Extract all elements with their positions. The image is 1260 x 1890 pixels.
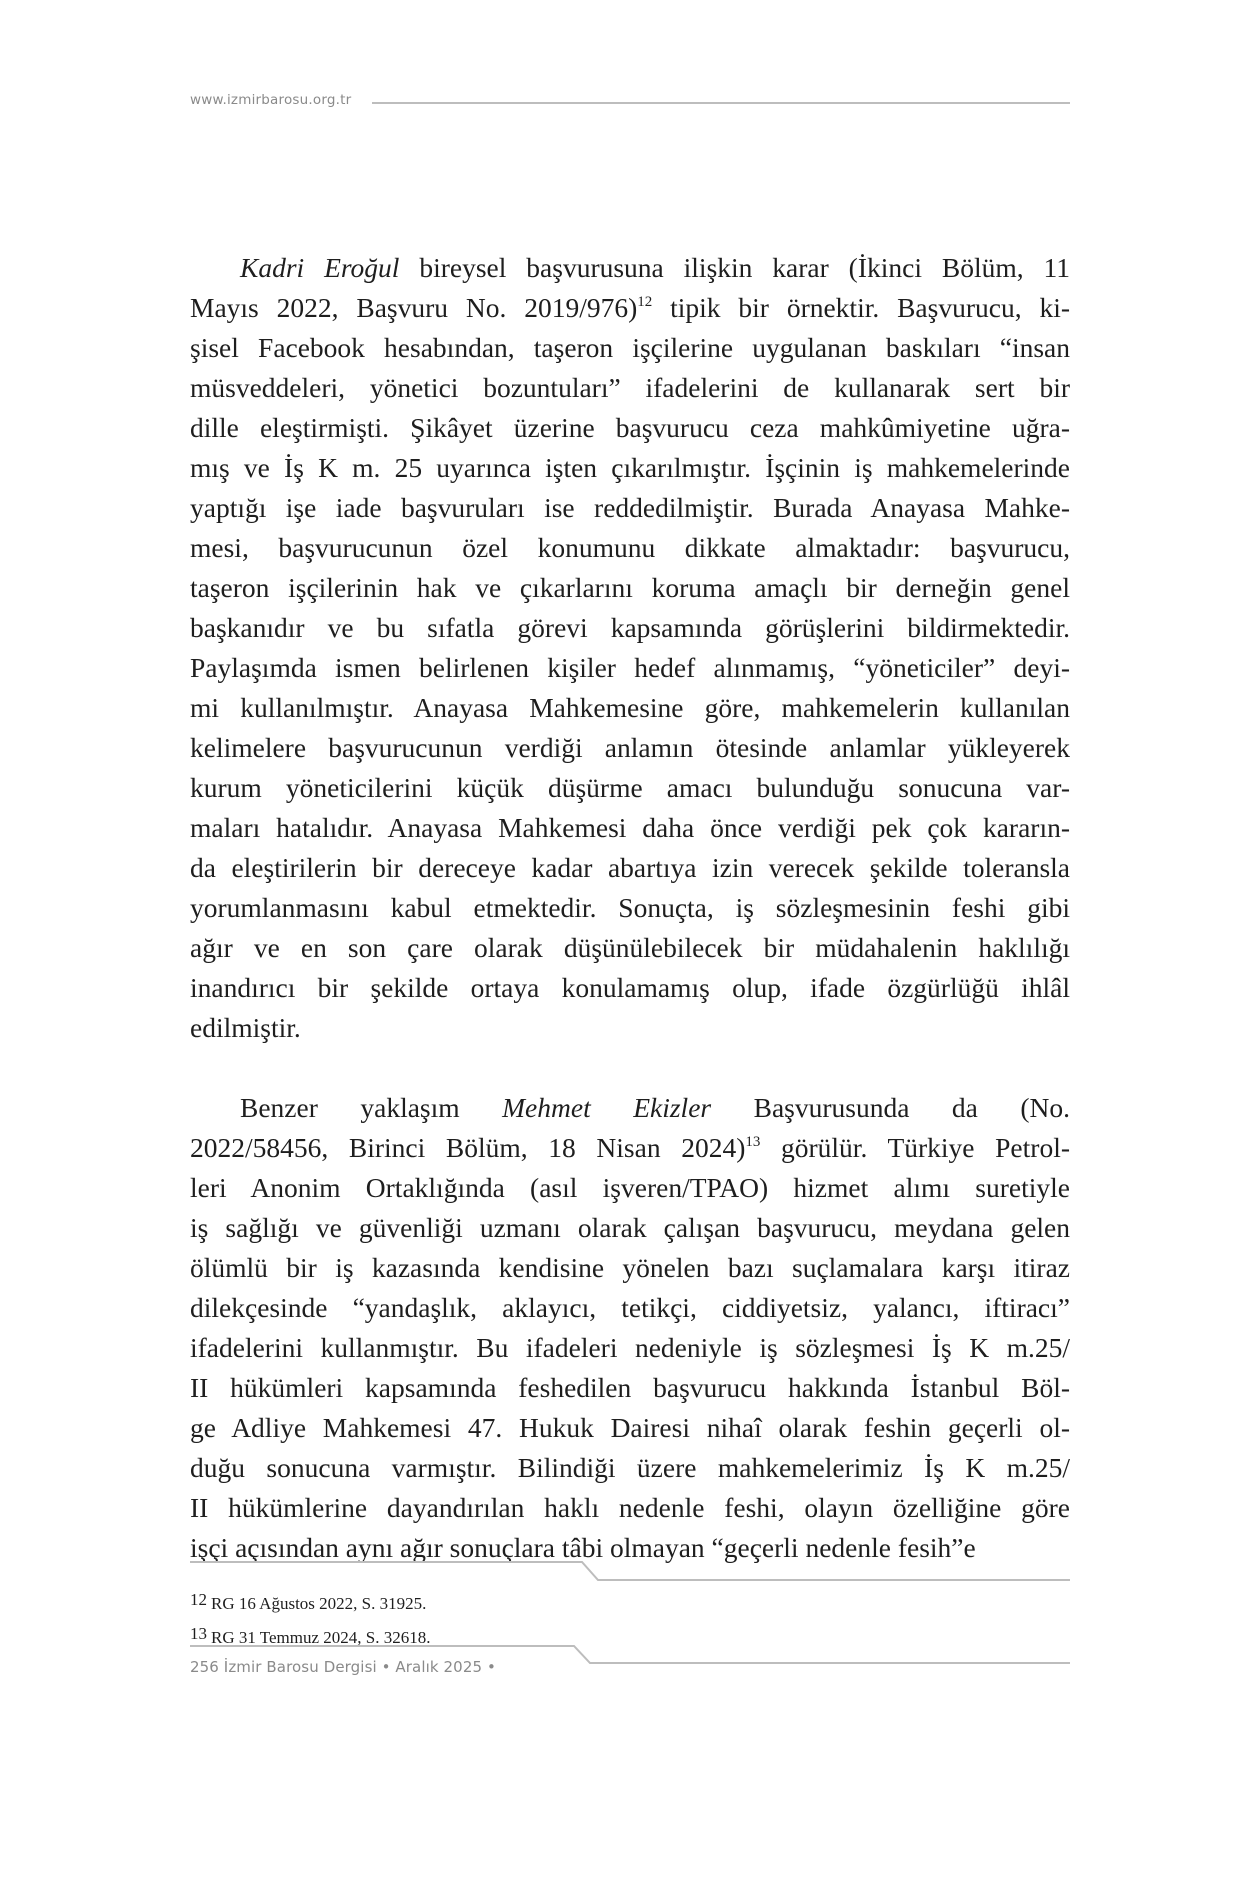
- text-segment: 2022/58456, Birinci Bölüm, 18 Nisan 2024): [190, 1132, 746, 1163]
- text-segment: kurum yöneticilerini küçük düşürme amacı bulunduğu sonucuna var-: [190, 772, 1070, 803]
- text-line: [190, 888, 1070, 928]
- case-name: Kadri Eroğul: [240, 252, 400, 283]
- text-line: [190, 488, 1070, 528]
- text-segment: müsveddeleri, yönetici bozuntuları” ifadelerini de kullanarak sert bir: [190, 372, 1070, 403]
- text-line: [190, 1488, 1070, 1528]
- text-line: [190, 1328, 1070, 1368]
- footnote-reference: 12: [637, 294, 653, 310]
- text-segment: mış ve İş K m. 25 uyarınca işten çıkarılmıştır. İşçinin iş mahkemelerinde: [190, 452, 1070, 483]
- text-segment: görülür. Türkiye Petrol-: [760, 1132, 1070, 1163]
- text-line: [190, 1448, 1070, 1488]
- header-url: www.izmirbarosu.org.tr: [190, 92, 352, 108]
- paragraph-kadri-erogul: [190, 248, 1070, 1048]
- text-line: [190, 1248, 1070, 1288]
- text-segment: iş sağlığı ve güvenliği uzmanı olarak çalışan başvurucu, meydana gelen: [190, 1212, 1070, 1243]
- text-segment: dilekçesinde “yandaşlık, aklayıcı, tetikçi, ciddiyetsiz, yalancı, iftiracı”: [190, 1292, 1070, 1323]
- text-segment: Benzer yaklaşım: [240, 1092, 503, 1123]
- case-name: Mehmet Ekizler: [502, 1092, 712, 1123]
- text-segment: ifadelerini kullanmıştır. Bu ifadeleri nedeniyle iş sözleşmesi İş K m.25/: [190, 1332, 1070, 1363]
- text-segment: Paylaşımda ismen belirlenen kişiler hedef alınmamış, “yöneticiler” deyi-: [190, 652, 1070, 683]
- footnote-number: 13: [190, 1624, 207, 1643]
- text-line: [190, 1408, 1070, 1448]
- text-line: [190, 288, 1070, 328]
- text-line: [190, 1088, 1070, 1128]
- text-line: [190, 328, 1070, 368]
- text-segment: ağır ve en son çare olarak düşünülebilecek bir müdahalenin haklılığı: [190, 932, 1070, 963]
- text-segment: II hükümleri kapsamında feshedilen başvurucu hakkında İstanbul Böl-: [190, 1372, 1070, 1403]
- text-segment: yorumlanmasını kabul etmektedir. Sonuçta, iş sözleşmesinin feshi gibi: [190, 892, 1070, 923]
- text-line: [190, 808, 1070, 848]
- text-segment: Mayıs 2022, Başvuru No. 2019/976): [190, 292, 638, 323]
- text-line: [190, 368, 1070, 408]
- text-segment: leri Anonim Ortaklığında (asıl işveren/TPAO) hizmet alımı suretiyle: [190, 1172, 1070, 1203]
- text-segment: bireysel başvurusuna ilişkin karar (İkinci Bölüm, 11: [399, 252, 1070, 283]
- text-line: [190, 408, 1070, 448]
- text-segment: mesi, başvurucunun özel konumunu dikkate almaktadır: başvurucu,: [190, 532, 1070, 563]
- text-line: [190, 528, 1070, 568]
- text-segment: II hükümlerine dayandırılan haklı nedenle feshi, olayın özelliğine göre: [190, 1492, 1070, 1523]
- text-segment: inandırıcı bir şekilde ortaya konulamamış olup, ifade özgürlüğü ihlâl: [190, 972, 1070, 1003]
- text-segment: yaptığı işe iade başvuruları ise reddedilmiştir. Burada Anayasa Mahke-: [190, 492, 1070, 523]
- text-segment: maları hatalıdır. Anayasa Mahkemesi daha önce verdiği pek çok kararın-: [190, 812, 1070, 843]
- footnote-12: [190, 1590, 1070, 1620]
- text-line: [190, 928, 1070, 968]
- text-line: [190, 1208, 1070, 1248]
- footnote-text: RG 16 Ağustos 2022, S. 31925.: [211, 1594, 427, 1613]
- text-line: [190, 768, 1070, 808]
- text-segment: başkanıdır ve bu sıfatla görevi kapsamında görüşlerini bildirmektedir.: [190, 612, 1070, 643]
- paragraph-mehmet-ekizler: [190, 1088, 1070, 1568]
- text-line: [190, 1168, 1070, 1208]
- footnote-separator-rule: [190, 1556, 1070, 1586]
- text-line: [190, 1128, 1070, 1168]
- footnote-text: RG 31 Temmuz 2024, S. 32618.: [211, 1628, 431, 1647]
- footnote-reference: 13: [745, 1134, 761, 1150]
- text-segment: dille eleştirmişti. Şikâyet üzerine başvurucu ceza mahkûmiyetine uğra-: [190, 412, 1070, 443]
- text-line: [190, 968, 1070, 1008]
- text-segment: ge Adliye Mahkemesi 47. Hukuk Dairesi nihaî olarak feshin geçerli ol-: [190, 1412, 1070, 1443]
- text-line: [190, 848, 1070, 888]
- text-line: [190, 1008, 1070, 1048]
- text-line: [190, 688, 1070, 728]
- text-segment: ölümlü bir iş kazasında kendisine yönelen bazı suçlamalara karşı itiraz: [190, 1252, 1070, 1283]
- text-segment: kelimelere başvurucunun verdiği anlamın ötesinde anlamlar yükleyerek: [190, 732, 1070, 763]
- text-segment: işçi açısından aynı ağır sonuçlara tâbi olmayan “geçerli nedenle fesih”e: [190, 1532, 976, 1563]
- text-line: [190, 1368, 1070, 1408]
- header-rule: [372, 102, 1070, 104]
- text-line: [190, 608, 1070, 648]
- text-segment: da eleştirilerin bir dereceye kadar abartıya izin verecek şekilde toleransla: [190, 852, 1070, 883]
- text-segment: tipik bir örnektir. Başvurucu, ki-: [652, 292, 1070, 323]
- body-text: [190, 248, 1070, 1568]
- footnote-number: 12: [190, 1590, 207, 1609]
- page-header: [190, 92, 1070, 116]
- text-segment: şisel Facebook hesabından, taşeron işçilerine uygulanan baskıları “insan: [190, 332, 1070, 363]
- text-segment: edilmiştir.: [190, 1012, 301, 1043]
- text-line: [190, 648, 1070, 688]
- text-line: [190, 248, 1070, 288]
- page-footer: [190, 1644, 1070, 1684]
- text-line: [190, 448, 1070, 488]
- text-line: [190, 728, 1070, 768]
- text-line: [190, 1288, 1070, 1328]
- text-segment: Başvurusunda da (No.: [711, 1092, 1070, 1123]
- text-segment: duğu sonucuna varmıştır. Bilindiği üzere mahkemelerimiz İş K m.25/: [190, 1452, 1070, 1483]
- text-segment: mi kullanılmıştır. Anayasa Mahkemesine göre, mahkemelerin kullanılan: [190, 692, 1070, 723]
- footer-issue-info: 256 İzmir Barosu Dergisi • Aralık 2025 •: [190, 1658, 496, 1676]
- text-line: [190, 568, 1070, 608]
- text-segment: taşeron işçilerinin hak ve çıkarlarını koruma amaçlı bir derneğin genel: [190, 572, 1070, 603]
